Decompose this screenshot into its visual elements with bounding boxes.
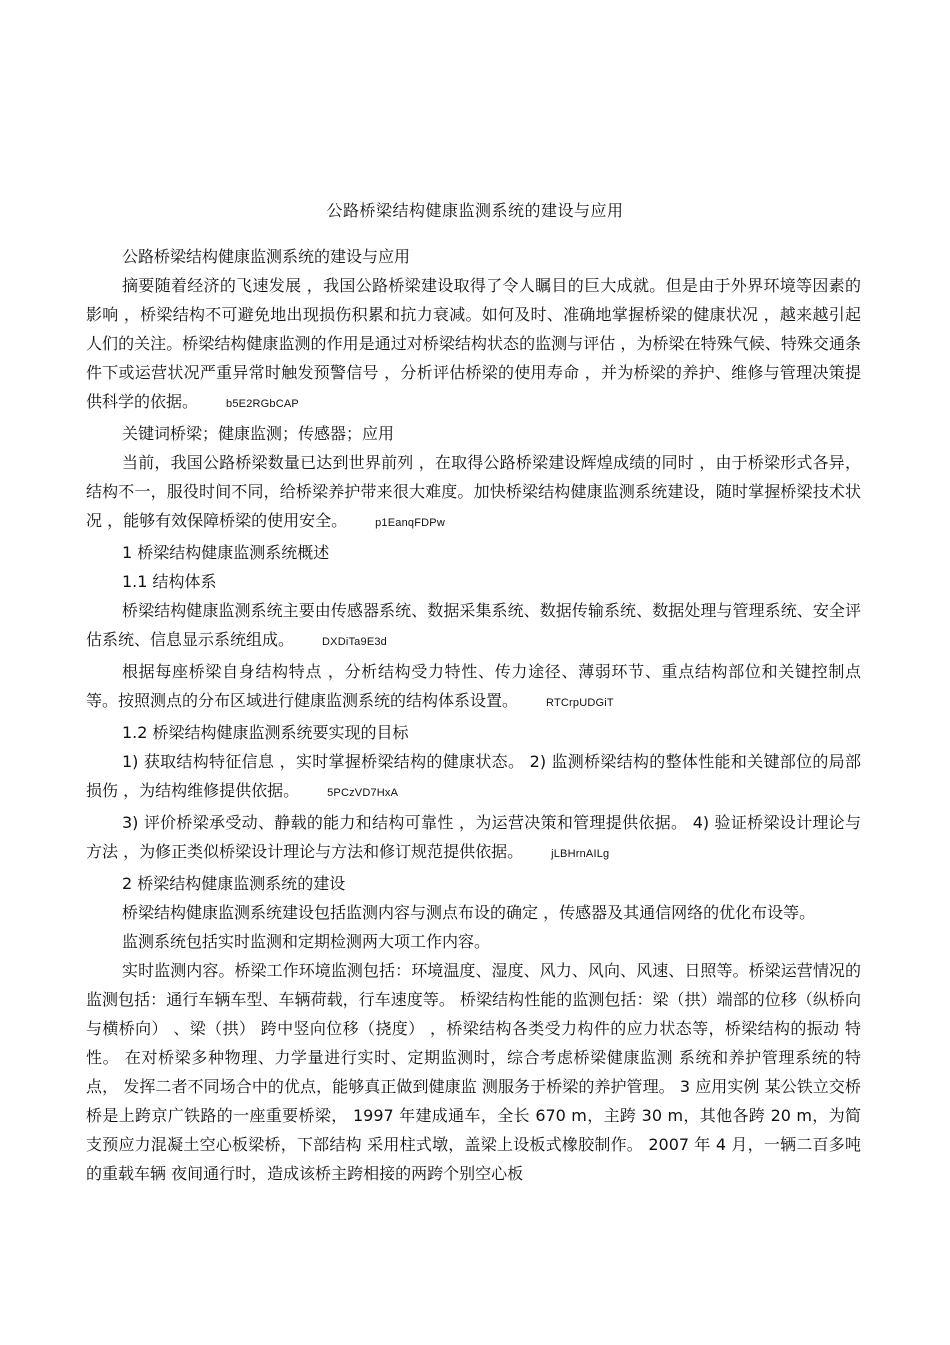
paragraph-goals-1 [86, 747, 861, 808]
paragraph-goals-2 [86, 808, 861, 869]
paragraph-text: 当前，我国公路桥梁数量已达到世界前列 ，在取得公路桥梁建设辉煌成绩的同时 ，由于桥梁形式各异，结构不一，服役时间不同，给桥梁养护带来很大难度。加快桥梁结构健康监测系统建设，随时掌握桥梁技术状况 ，能够有效保障桥梁的使用安全。 [86, 453, 861, 530]
paragraph-realtime-monitoring [86, 956, 861, 1188]
document-title: 公路桥梁结构健康监测系统的建设与应用 [326, 201, 624, 220]
heading-text: 1 桥梁结构健康监测系统概述 [122, 543, 330, 562]
heading-text: 2 桥梁结构健康监测系统的建设 [122, 874, 346, 893]
paragraph-text: 桥梁结构健康监测系统主要由传感器系统、数据采集系统、数据传输系统、数据处理与管理系统、安全评估系统、信息显示系统组成。 [86, 601, 861, 649]
reference-code: b5E2RGbCAP [226, 398, 299, 410]
heading-section-1-1 [86, 567, 861, 596]
paragraph-keywords [86, 419, 861, 448]
reference-code: 5PCzVD7HxA [327, 787, 399, 799]
paragraph-construction [86, 898, 861, 927]
paragraph-text: 公路桥梁结构健康监测系统的建设与应用 [122, 247, 411, 266]
paragraph-structure-setup [86, 657, 861, 718]
paragraph-text: 1) 获取结构特征信息 ，实时掌握桥梁结构的健康状态。 2) 监测桥梁结构的整体性能和关键部位的局部损伤 ，为结构维修提供依据。 [86, 752, 861, 800]
heading-section-1-2 [86, 718, 861, 747]
paragraph-monitoring-scope [86, 927, 861, 956]
paragraph-text: 监测系统包括实时监测和定期检测两大项工作内容。 [122, 932, 491, 951]
paragraph-text: 关键词桥梁；健康监测；传感器；应用 [122, 424, 395, 443]
paragraph-text: 摘要随着经济的飞速发展 ，我国公路桥梁建设取得了令人瞩目的巨大成就。但是由于外界环境等因素的影响 ，桥梁结构不可避免地出现损伤积累和抗力衰减。如何及时、准确地掌握桥梁的健康状况 ，越来越引起人们的关注。桥梁结构健康监测的作用是通过对桥梁结构状态的监测与评估 ，为桥梁在特殊气候、特殊交通条件下或运营状况严重异常时触发预警信号 ，分析评估桥梁的使用寿命 ，并为桥梁的养护、维修与管理决策提供科学的依据。 [86, 276, 861, 411]
paragraph-text: 3) 评价桥梁承受动、静载的能力和结构可靠性 ，为运营决策和管理提供依据。 4) 验证桥梁设计理论与方法 ，为修正类似桥梁设计理论与方法和修订规范提供依据。 [86, 813, 861, 861]
reference-code: DXDiTa9E3d [322, 636, 387, 648]
document-body [86, 242, 861, 1188]
paragraph-text: 实时监测内容。桥梁工作环境监测包括：环境温度、湿度、风力、风向、风速、日照等。桥梁运营情况的监测包括：通行车辆车型、车辆荷载，行车速度等。 桥梁结构性能的监测包括：梁（拱）端部的位移（纵桥向与横桥向） 、梁（拱） 跨中竖向位移（挠度） ，桥梁结构各类受力构件的应力状态等，桥梁结构的振动 特性。 在对桥梁多种物理、力学量进行实时、定期监测时，综合考虑桥梁健康监测 系统和养护管理系统的特点， 发挥二者不同场合中的优点，能够真正做到健康监 测服务于桥梁的养护管理。 3 应用实例 某公铁立交桥桥是上跨京广铁路的一座重要桥梁， 1997 年建成通车，全长 670 m，主跨 30 m，其他各跨 20 m，为简支预应力混凝土空心板梁桥，下部结构 采用柱式墩，盖梁上设板式橡胶制作。 2007 年 4 月，一辆二百多吨的重载车辆 夜间通行时，造成该桥主跨相接的两跨个别空心板 [86, 961, 861, 1183]
heading-section-1 [86, 538, 861, 567]
reference-code: jLBHrnAILg [551, 848, 610, 860]
paragraph-text: 桥梁结构健康监测系统建设包括监测内容与测点布设的确定 ，传感器及其通信网络的优化布设等。 [122, 903, 816, 922]
paragraph-text: 根据每座桥梁自身结构特点 ，分析结构受力特性、传力途径、薄弱环节、重点结构部位和关键控制点等。按照测点的分布区域进行健康监测系统的结构体系设置。 [86, 662, 861, 710]
paragraph-intro [86, 448, 861, 538]
reference-code: RTCrpUDGiT [546, 697, 614, 709]
heading-section-2 [86, 869, 861, 898]
heading-text: 1.2 桥梁结构健康监测系统要实现的目标 [122, 723, 409, 742]
reference-code: p1EanqFDPw [375, 517, 445, 529]
paragraph-abstract [86, 271, 861, 419]
paragraph-structure [86, 596, 861, 657]
paragraph-subtitle [86, 242, 861, 271]
heading-text: 1.1 结构体系 [122, 572, 217, 591]
